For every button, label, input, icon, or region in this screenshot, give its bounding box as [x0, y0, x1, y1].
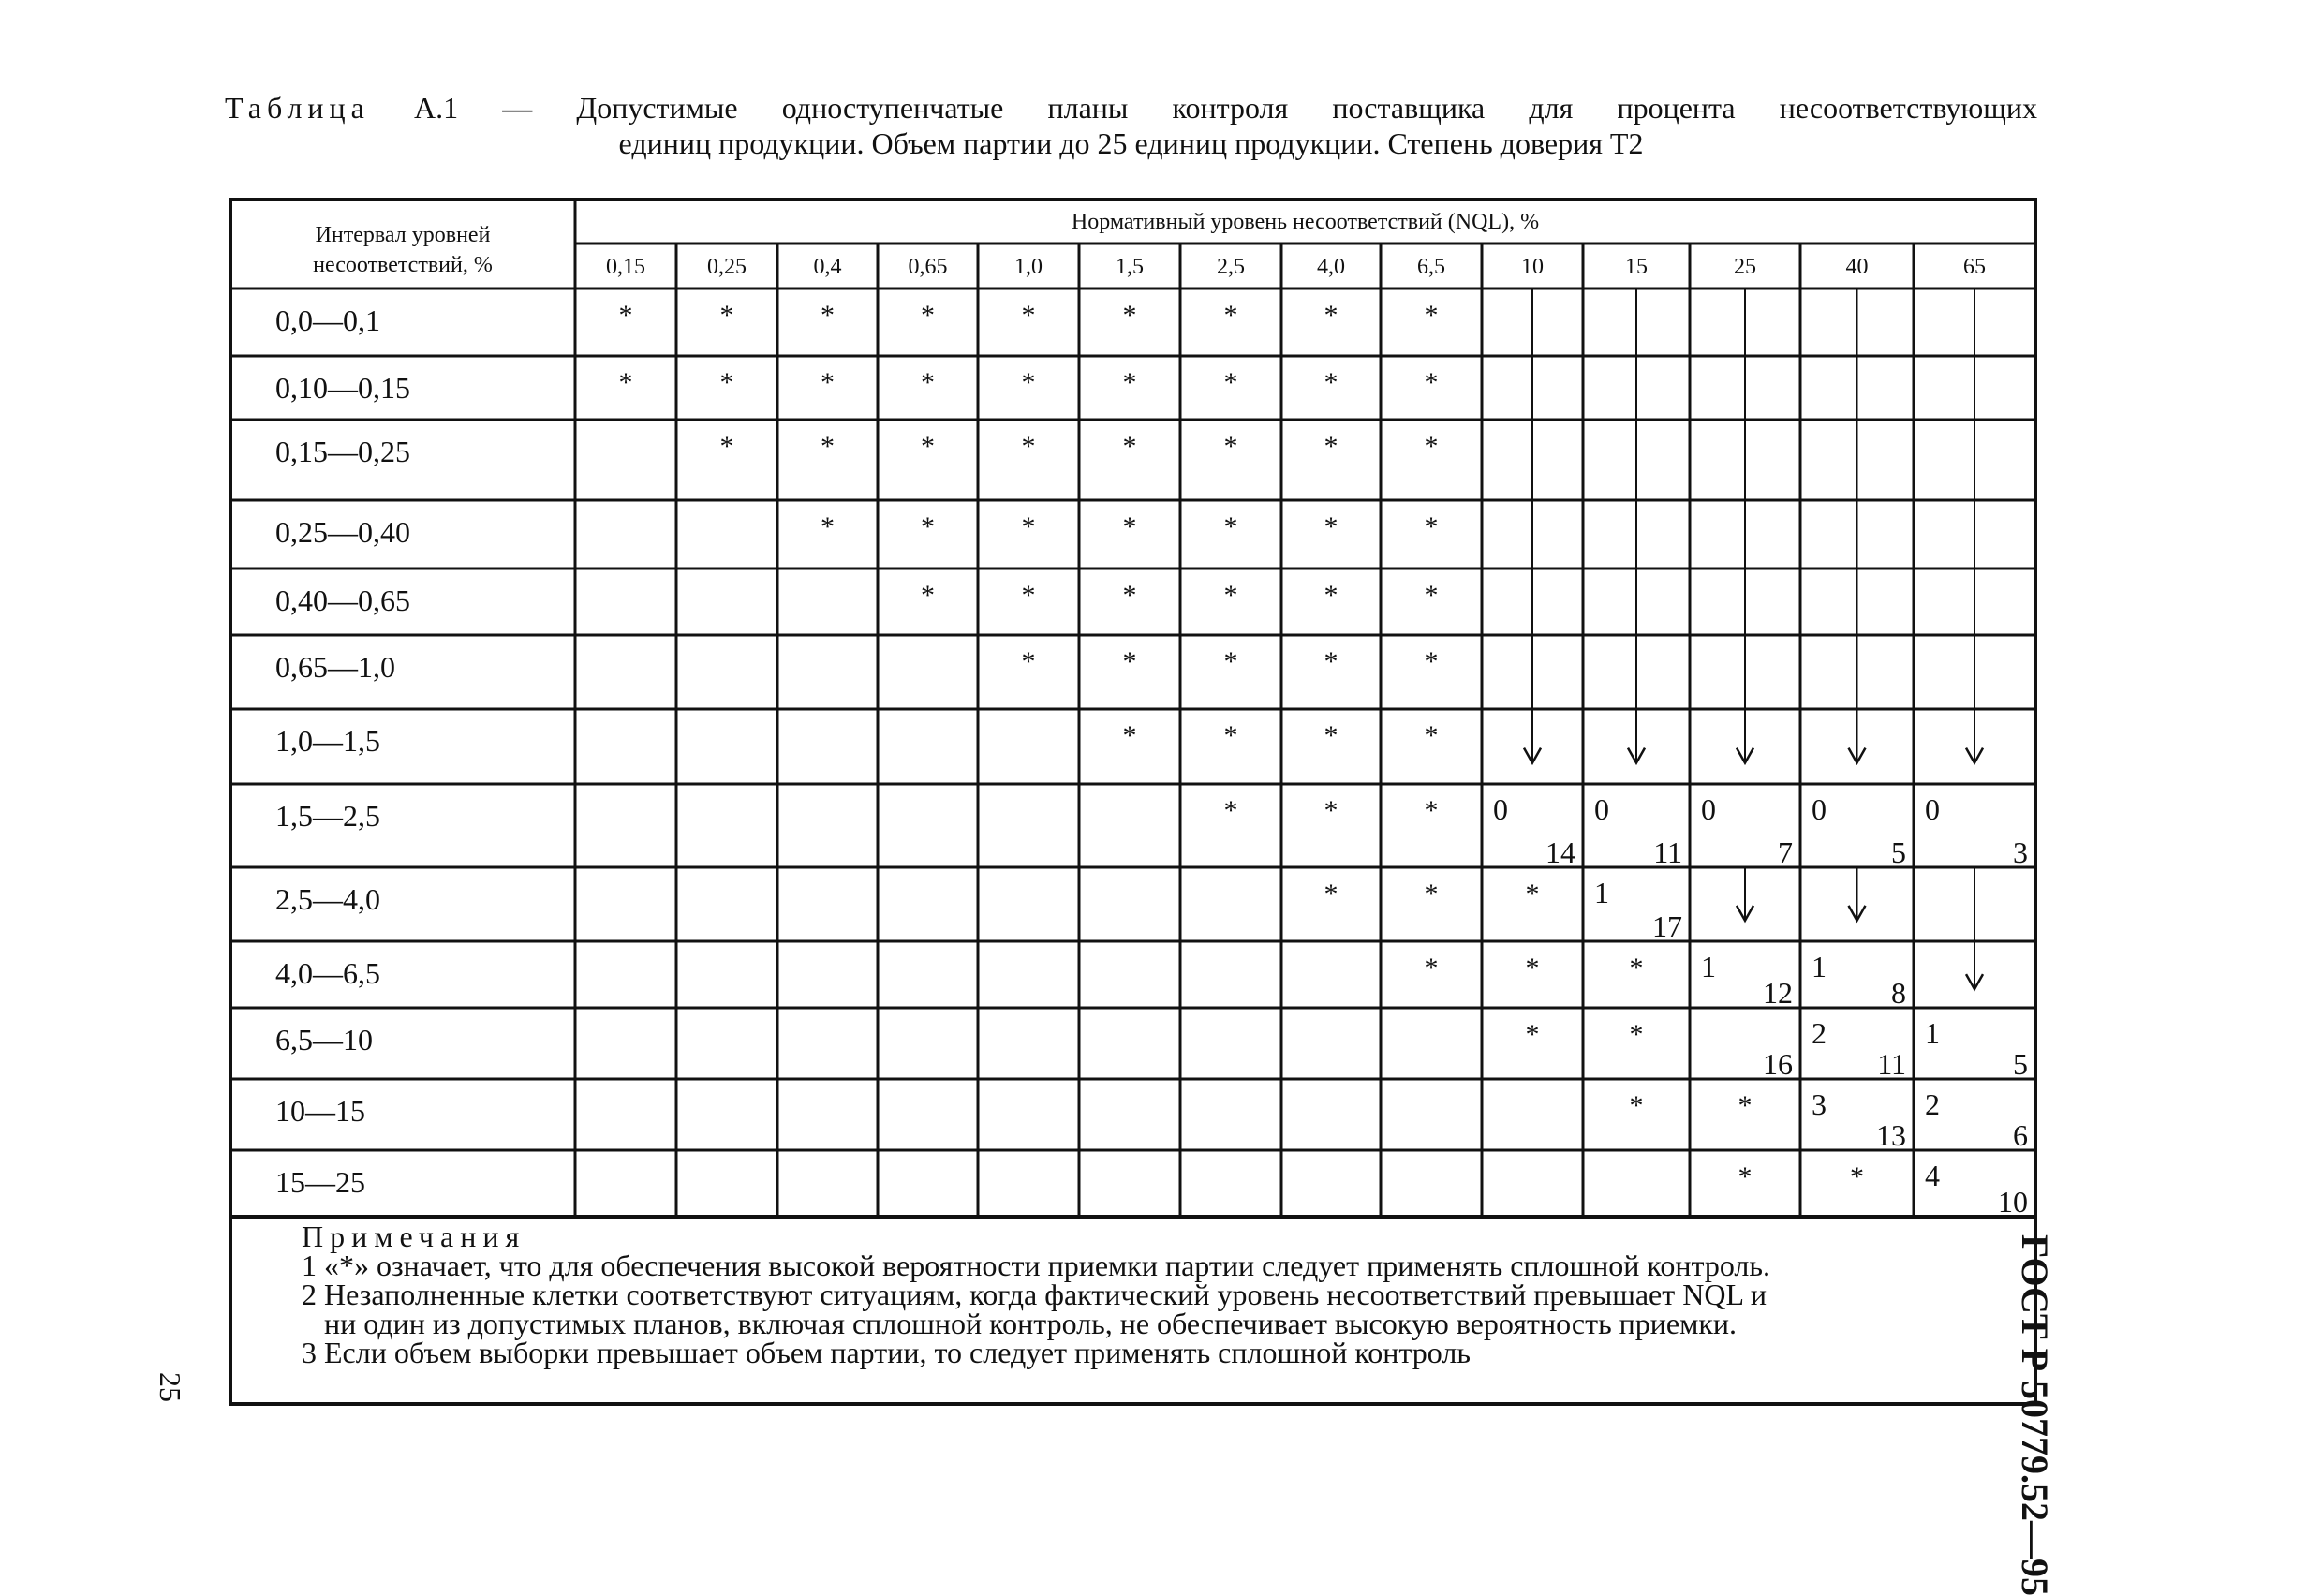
- asterisk-mark: *: [1324, 795, 1338, 826]
- asterisk-mark: *: [921, 580, 935, 611]
- asterisk-mark: *: [1021, 367, 1036, 398]
- column-header: 15: [1625, 255, 1648, 279]
- asterisk-mark: *: [1122, 367, 1137, 398]
- row-interval: 4,0—6,5: [275, 956, 380, 990]
- asterisk-mark: *: [719, 367, 734, 398]
- acceptance-number: 3: [1812, 1087, 1827, 1121]
- asterisk-mark: *: [1021, 511, 1036, 542]
- column-header: 0,4: [813, 255, 842, 279]
- asterisk-mark: *: [1223, 300, 1238, 331]
- sample-size: 7: [1778, 835, 1793, 869]
- asterisk-mark: *: [1223, 431, 1238, 462]
- page-number: 25: [154, 1372, 187, 1402]
- table-notes: [302, 1219, 2034, 1369]
- acceptance-number: 1: [1925, 1016, 1940, 1050]
- standard-code: ГОСТ Р 50779.52—95: [2014, 1234, 2056, 1596]
- asterisk-mark: *: [1223, 367, 1238, 398]
- column-header: 65: [1963, 255, 1986, 279]
- acceptance-number: 1: [1594, 876, 1609, 909]
- acceptance-number: 0: [1594, 792, 1609, 826]
- sample-size: 5: [2013, 1047, 2028, 1081]
- asterisk-mark: *: [821, 511, 835, 542]
- asterisk-mark: *: [1525, 1019, 1540, 1050]
- column-header: 40: [1845, 255, 1869, 279]
- row-interval: 0,10—0,15: [275, 371, 410, 405]
- column-header: 10: [1521, 255, 1544, 279]
- asterisk-mark: *: [1525, 953, 1540, 983]
- column-header: 6,5: [1417, 255, 1445, 279]
- row-interval: 0,25—0,40: [275, 515, 410, 549]
- asterisk-mark: *: [1850, 1161, 1864, 1192]
- row-interval: 0,0—0,1: [275, 303, 380, 337]
- row-interval: 0,40—0,65: [275, 584, 410, 617]
- asterisk-mark: *: [1324, 511, 1338, 542]
- asterisk-mark: *: [821, 367, 835, 398]
- sample-size: 14: [1546, 835, 1575, 869]
- asterisk-mark: *: [1021, 431, 1036, 462]
- row-interval: 1,0—1,5: [275, 724, 380, 758]
- asterisk-mark: *: [1223, 646, 1238, 677]
- row-interval: 1,5—2,5: [275, 799, 380, 833]
- asterisk-mark: *: [1424, 300, 1439, 331]
- asterisk-mark: *: [1738, 1161, 1753, 1192]
- asterisk-mark: *: [1424, 580, 1439, 611]
- asterisk-mark: *: [1021, 580, 1036, 611]
- caption-line-1-text: — Допустимые одноступенчатые планы контроля поставщика для процента несоответствующих: [458, 91, 2038, 125]
- row-header-line-2: несоответствий, %: [313, 253, 493, 277]
- note-2-line-1: 2 Незаполненные клетки соответствуют ситуациям, когда фактический уровень несоответствий превышает NQL и: [302, 1278, 1767, 1311]
- sample-size: 16: [1763, 1047, 1793, 1081]
- asterisk-mark: *: [1424, 511, 1439, 542]
- column-header: 2,5: [1217, 255, 1245, 279]
- asterisk-mark: *: [1424, 367, 1439, 398]
- asterisk-mark: *: [1122, 300, 1137, 331]
- asterisk-mark: *: [1324, 300, 1338, 331]
- caption-line-2: единиц продукции. Объем партии до 25 единиц продукции. Степень доверия Т2: [618, 126, 1644, 160]
- acceptance-number: 4: [1925, 1159, 1940, 1192]
- asterisk-mark: *: [1223, 511, 1238, 542]
- row-header-line-1: Интервал уровней: [315, 223, 491, 247]
- sample-size: 12: [1763, 976, 1793, 1010]
- sample-size: 6: [2013, 1118, 2028, 1152]
- asterisk-mark: *: [1122, 720, 1137, 751]
- caption-number: А.1: [414, 91, 459, 125]
- column-header: 0,65: [908, 255, 948, 279]
- column-header: 25: [1734, 255, 1756, 279]
- asterisk-mark: *: [1122, 431, 1137, 462]
- column-group-header: Нормативный уровень несоответствий (NQL), %: [1071, 210, 1540, 234]
- asterisk-mark: *: [921, 300, 935, 331]
- notes-heading: Примечания: [302, 1219, 526, 1253]
- asterisk-mark: *: [921, 511, 935, 542]
- asterisk-mark: *: [1223, 580, 1238, 611]
- asterisk-mark: *: [1738, 1090, 1753, 1121]
- asterisk-mark: *: [1324, 720, 1338, 751]
- asterisk-mark: *: [1021, 300, 1036, 331]
- acceptance-number: 0: [1812, 792, 1827, 826]
- sample-size: 10: [1998, 1185, 2028, 1219]
- asterisk-mark: *: [1629, 1019, 1644, 1050]
- asterisk-mark: *: [618, 367, 633, 398]
- asterisk-mark: *: [1223, 795, 1238, 826]
- asterisk-mark: *: [1324, 580, 1338, 611]
- asterisk-mark: *: [1223, 720, 1238, 751]
- row-interval: 0,65—1,0: [275, 650, 395, 684]
- asterisk-mark: *: [719, 431, 734, 462]
- acceptance-number: 0: [1493, 792, 1508, 826]
- asterisk-mark: *: [921, 431, 935, 462]
- asterisk-mark: *: [1629, 1090, 1644, 1121]
- asterisk-mark: *: [821, 300, 835, 331]
- caption-label: Таблица: [225, 91, 370, 125]
- asterisk-mark: *: [1324, 646, 1338, 677]
- note-2-line-2: ни один из допустимых планов, включая сплошной контроль, не обеспечивает высокую вероятность приемки.: [324, 1307, 1738, 1340]
- asterisk-mark: *: [1122, 646, 1137, 677]
- asterisk-mark: *: [821, 431, 835, 462]
- asterisk-mark: *: [1324, 367, 1338, 398]
- acceptance-number: 0: [1925, 792, 1940, 826]
- acceptance-number: 1: [1812, 950, 1827, 983]
- note-1: 1 «*» означает, что для обеспечения высокой вероятности приемки партии следует применять сплошной контроль.: [302, 1249, 1770, 1282]
- column-header: 0,25: [707, 255, 747, 279]
- asterisk-mark: *: [921, 367, 935, 398]
- asterisk-mark: *: [1424, 953, 1439, 983]
- sample-size: 13: [1876, 1118, 1906, 1152]
- column-header: 0,15: [606, 255, 645, 279]
- asterisk-mark: *: [719, 300, 734, 331]
- asterisk-mark: *: [1424, 795, 1439, 826]
- asterisk-mark: *: [1324, 879, 1338, 909]
- asterisk-mark: *: [1122, 580, 1137, 611]
- asterisk-mark: *: [1424, 646, 1439, 677]
- column-header: 1,5: [1116, 255, 1144, 279]
- acceptance-number: 0: [1701, 792, 1716, 826]
- asterisk-mark: *: [1424, 720, 1439, 751]
- asterisk-mark: *: [1324, 431, 1338, 462]
- sample-size: 11: [1877, 1047, 1906, 1081]
- asterisk-mark: *: [618, 300, 633, 331]
- asterisk-mark: *: [1629, 953, 1644, 983]
- column-header: 4,0: [1317, 255, 1345, 279]
- sample-size: 8: [1891, 976, 1906, 1010]
- row-interval: 15—25: [275, 1165, 365, 1199]
- row-interval: 6,5—10: [275, 1023, 373, 1057]
- acceptance-number: 2: [1812, 1016, 1827, 1050]
- row-interval: 10—15: [275, 1094, 365, 1128]
- sample-size: 5: [1891, 835, 1906, 869]
- sample-size: 11: [1653, 835, 1682, 869]
- row-interval: 2,5—4,0: [275, 882, 380, 916]
- column-header: 1,0: [1014, 255, 1043, 279]
- row-interval: 0,15—0,25: [275, 435, 410, 468]
- sample-size: 17: [1652, 909, 1682, 943]
- asterisk-mark: *: [1424, 431, 1439, 462]
- sample-size: 3: [2013, 835, 2028, 869]
- acceptance-number: 1: [1701, 950, 1716, 983]
- acceptance-number: 2: [1925, 1087, 1940, 1121]
- asterisk-mark: *: [1021, 646, 1036, 677]
- note-3: 3 Если объем выборки превышает объем партии, то следует применять сплошной контроль: [302, 1336, 1471, 1369]
- asterisk-mark: *: [1122, 511, 1137, 542]
- asterisk-mark: *: [1525, 879, 1540, 909]
- asterisk-mark: *: [1424, 879, 1439, 909]
